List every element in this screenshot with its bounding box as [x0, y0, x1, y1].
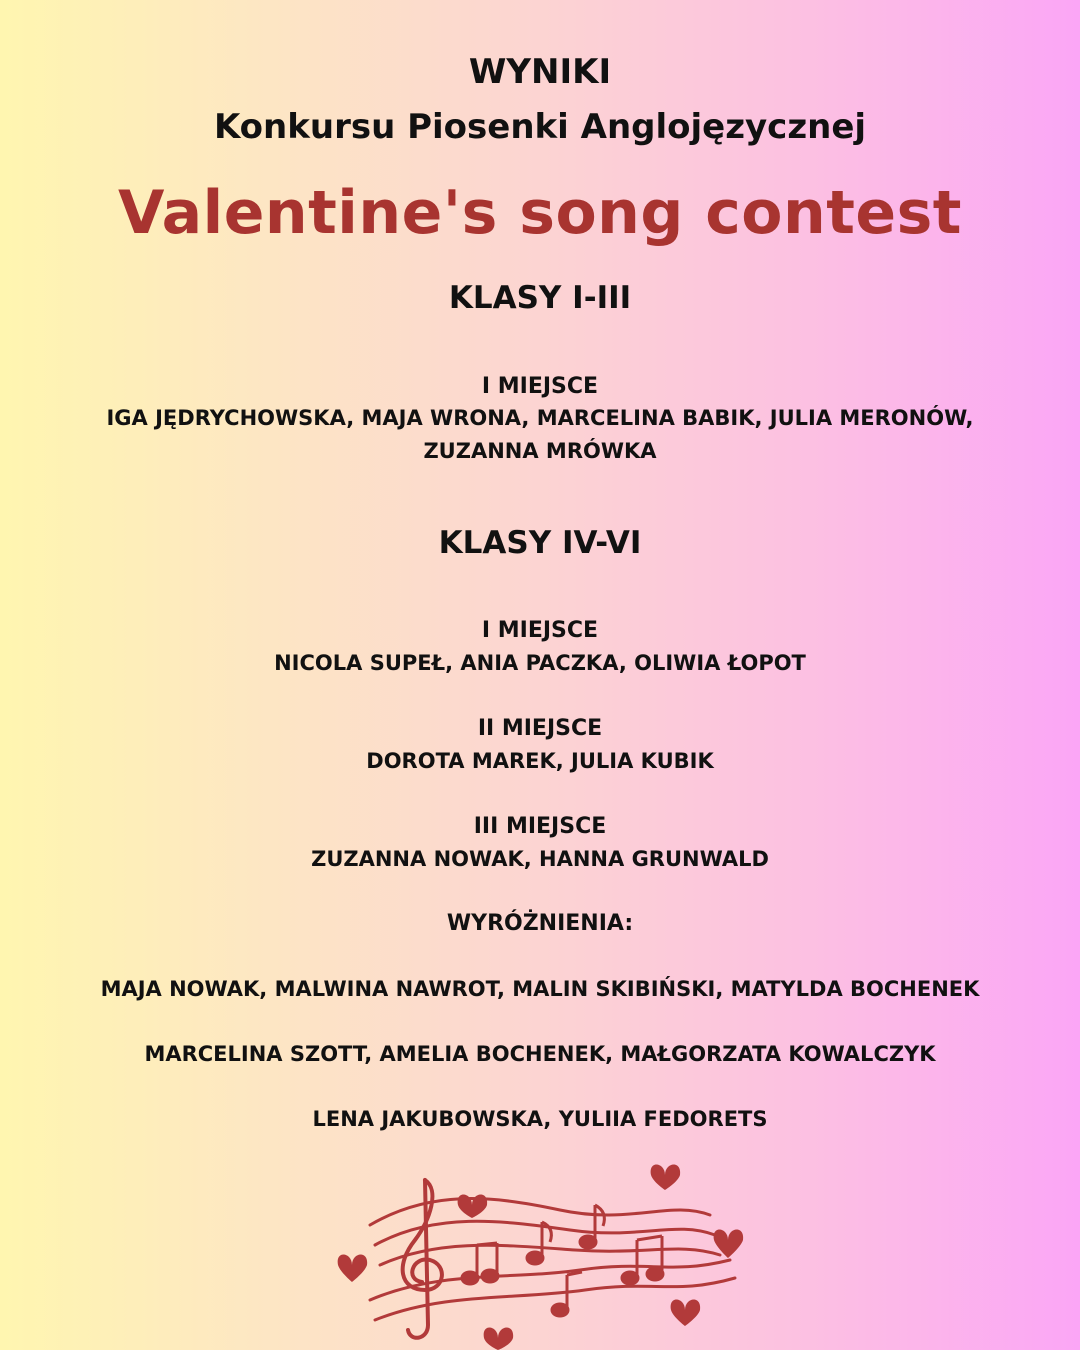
section-heading-klasy-1-3: KLASY I-III: [448, 280, 632, 316]
honorable-mentions-label: WYRÓŻNIENIA:: [446, 911, 634, 936]
place-names-first-klasy-4-6: NICOLA SUPEŁ, ANIA PACZKA, OLIWIA ŁOPOT: [274, 651, 806, 675]
place-label-first-klasy-1-3: I MIEJSCE: [481, 374, 599, 399]
music-notes-hearts-icon: [330, 1150, 760, 1350]
honorable-mentions-line3: LENA JAKUBOWSKA, YULIIA FEDORETS: [312, 1107, 768, 1131]
section-heading-klasy-4-6: KLASY IV-VI: [438, 525, 642, 561]
place-label-third-klasy-4-6: III MIEJSCE: [473, 814, 607, 839]
place-names-first-klasy-1-3-line2: ZUZANNA MRÓWKA: [423, 439, 657, 463]
place-names-first-klasy-1-3-line1: IGA JĘDRYCHOWSKA, MAJA WRONA, MARCELINA BABIK, JULIA MERONÓW,: [106, 406, 974, 430]
place-label-second-klasy-4-6: II MIEJSCE: [477, 716, 603, 741]
place-names-third-klasy-4-6: ZUZANNA NOWAK, HANNA GRUNWALD: [311, 847, 769, 871]
place-names-second-klasy-4-6: DOROTA MAREK, JULIA KUBIK: [366, 749, 714, 773]
header-results: WYNIKI: [468, 52, 612, 92]
contest-title: Valentine's song contest: [117, 178, 962, 248]
place-label-first-klasy-4-6: I MIEJSCE: [481, 618, 599, 643]
honorable-mentions-line2: MARCELINA SZOTT, AMELIA BOCHENEK, MAŁGORZATA KOWALCZYK: [144, 1042, 936, 1066]
honorable-mentions-line1: MAJA NOWAK, MALWINA NAWROT, MALIN SKIBIŃSKI, MATYLDA BOCHENEK: [100, 977, 980, 1001]
header-contest-polish: Konkursu Piosenki Anglojęzycznej: [213, 107, 867, 147]
